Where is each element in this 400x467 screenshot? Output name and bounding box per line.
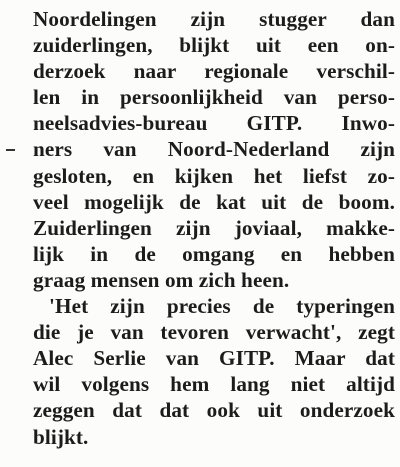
text-line: wil volgens hem lang niet altijd [33, 372, 395, 397]
text-line: graag mensen om zich heen. [33, 267, 290, 292]
text-line: veel mogelijk de kat uit de boom. [33, 189, 395, 214]
text-line: die je van tevoren verwacht', zegt [33, 320, 395, 345]
text-line: Noordelingen zijn stugger dan [33, 7, 395, 31]
text-line: blijkt. [33, 424, 89, 449]
text-line: neelsadvies-bureau GITP. Inwo- [33, 111, 395, 136]
paragraph-2 [33, 293, 395, 450]
text-line: zeggen dat dat ook uit onderzoek [33, 398, 395, 423]
text-line: lijk in de omgang en hebben [33, 241, 395, 266]
text-line: ners van Noord-Nederland zijn [33, 137, 395, 162]
article-body [33, 6, 395, 450]
text-line: zuiderlingen, blijkt uit een on- [33, 33, 395, 58]
text-line: gesloten, en kijken het liefst zo- [33, 163, 395, 188]
text-line: Alec Serlie van GITP. Maar dat [33, 346, 395, 371]
margin-tick-mark [6, 149, 15, 151]
text-line: len in persoonlijkheid van perso- [33, 85, 395, 110]
paragraph-1 [33, 6, 395, 293]
text-line: 'Het zijn precies de typeringen [49, 294, 395, 319]
text-line: Zuiderlingen zijn joviaal, makke- [33, 215, 395, 240]
text-line: derzoek naar regionale verschil- [33, 59, 395, 84]
